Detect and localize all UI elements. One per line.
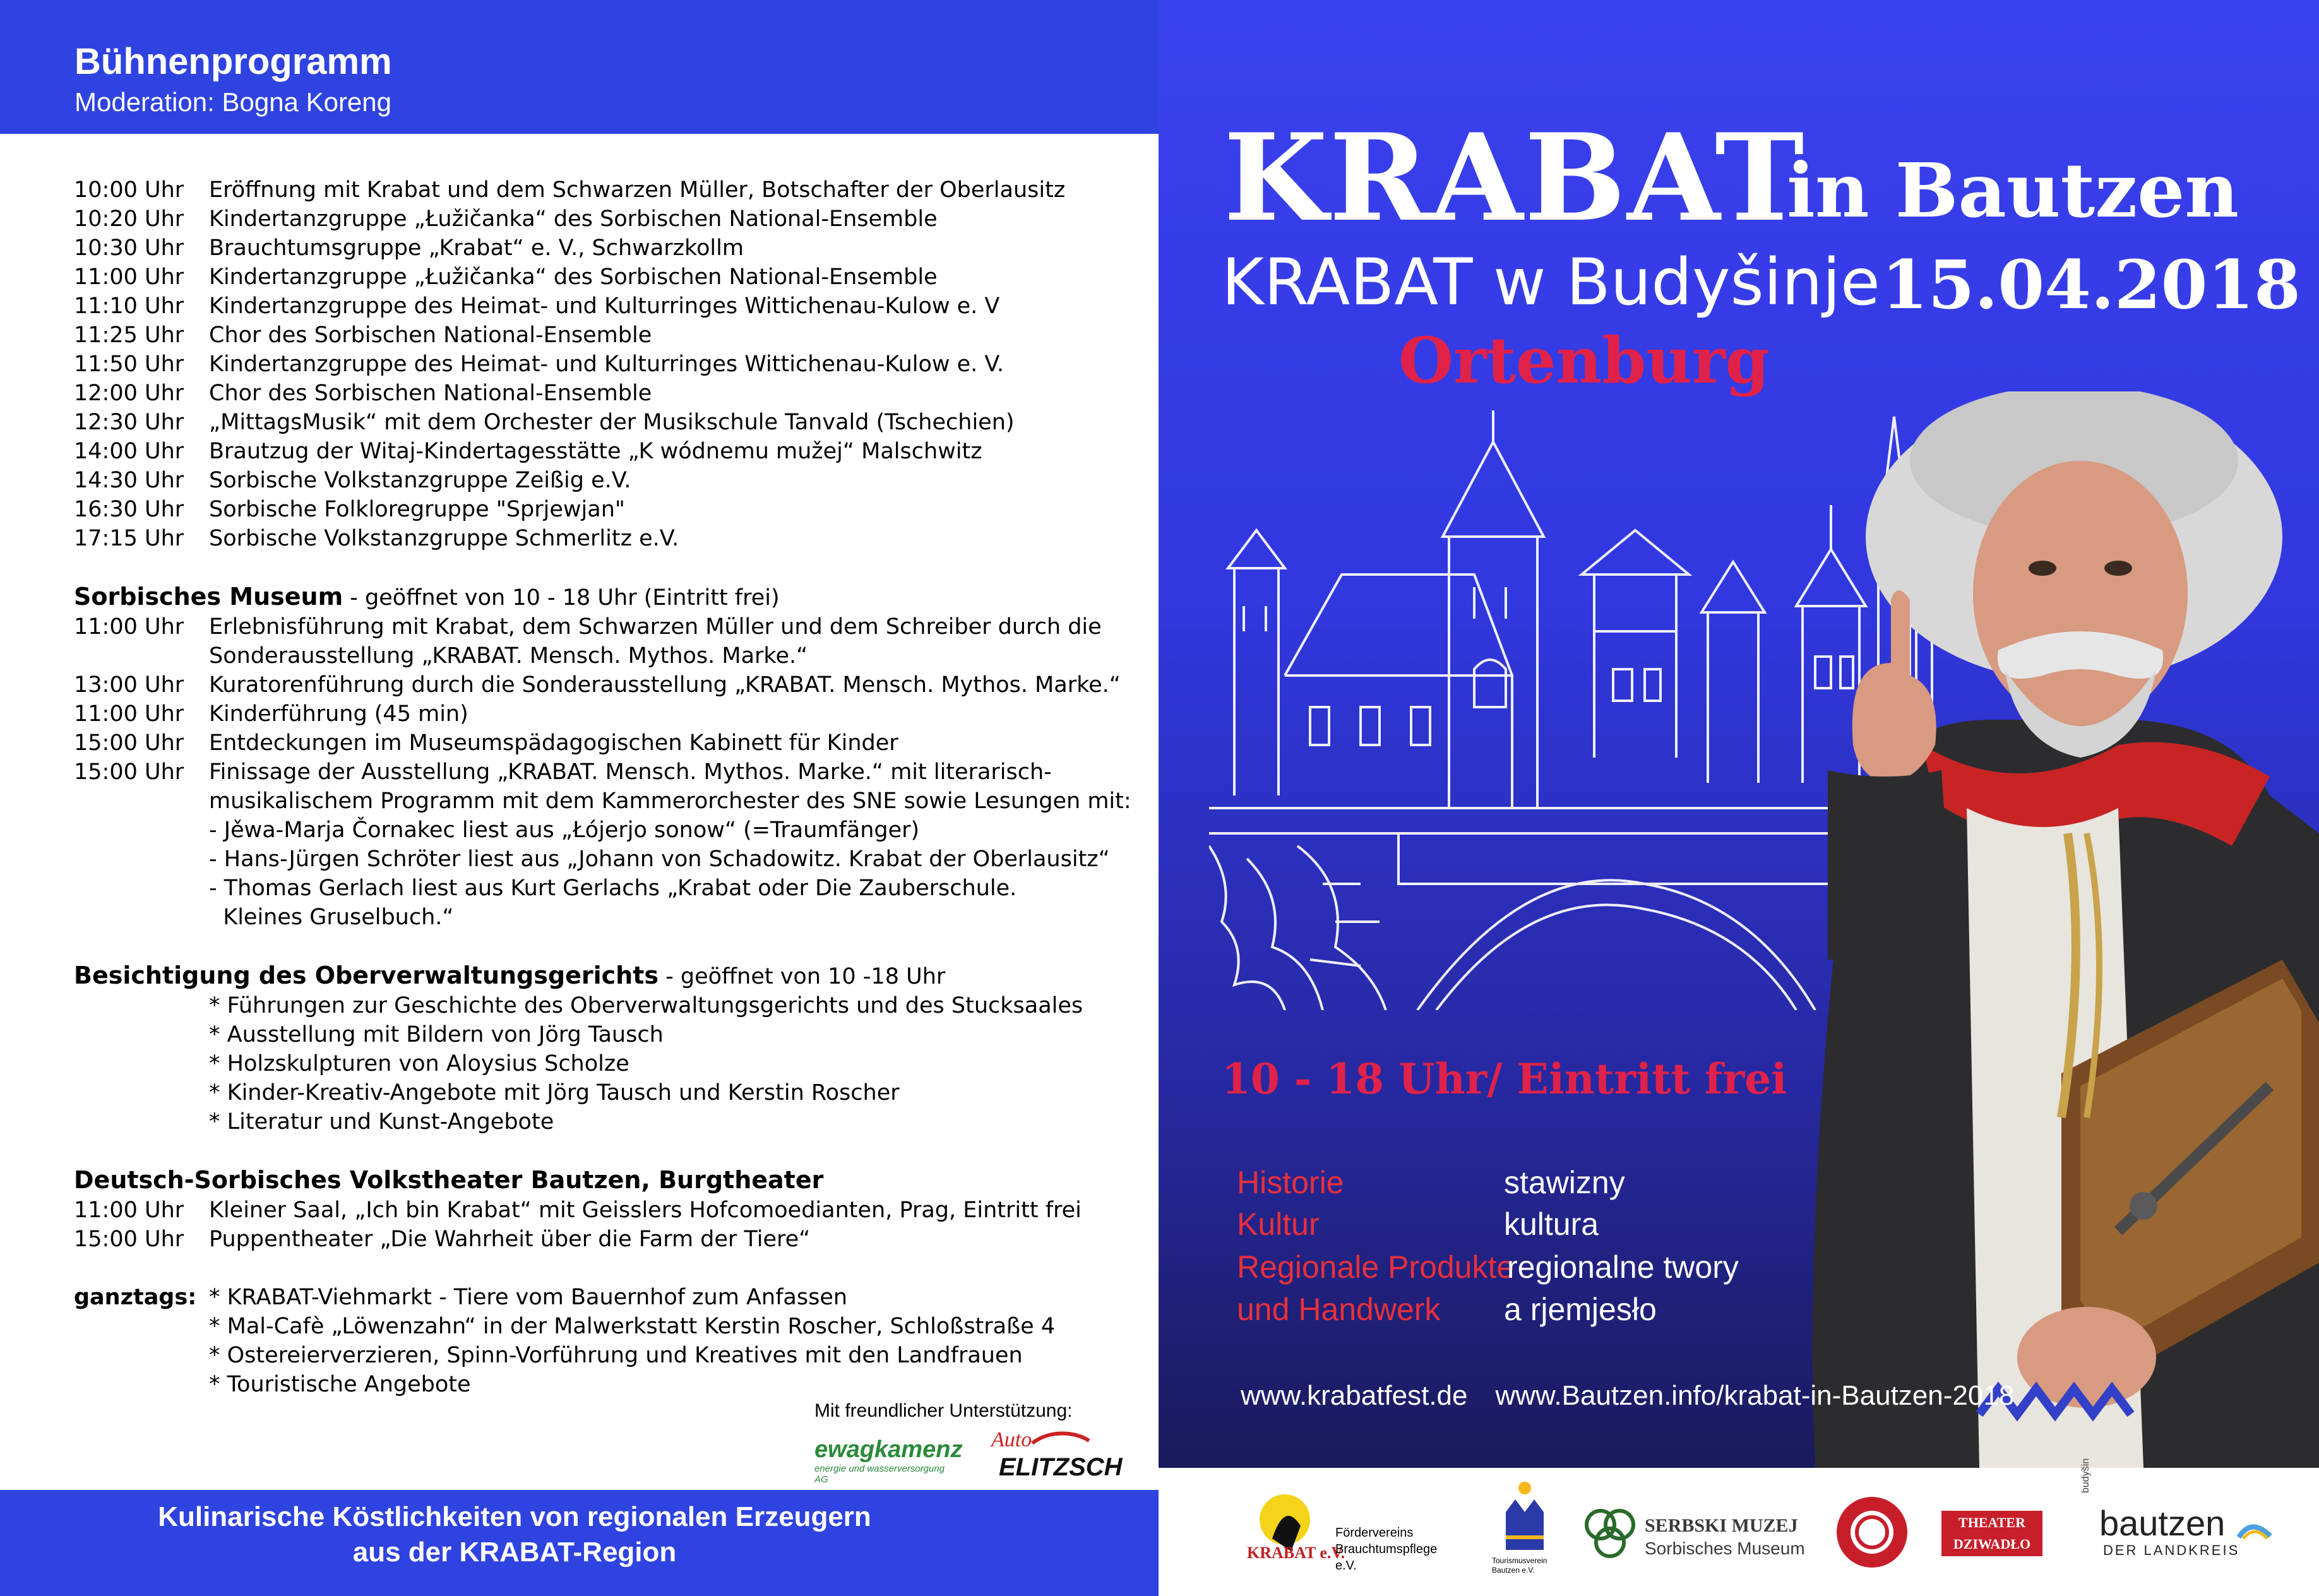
list-item: * Holzskulpturen von Aloysius Scholze xyxy=(209,1051,629,1076)
krabat-ev-logo: KRABAT e.V. Fördervereins Brauchtumspflege e.V. xyxy=(1247,1468,1449,1596)
list-item: * Literatur und Kunst-Angebote xyxy=(209,1109,554,1134)
schedule-row: 11:10 Uhr Kindertanzgruppe des Heimat- und Kulturringes Wittichenau-Kulow e. V xyxy=(74,294,1000,319)
list-item: * Touristische Angebote xyxy=(209,1372,471,1397)
landkreis-bautzen-logo: budyšin bautzen DER LANDKREIS xyxy=(2074,1468,2314,1596)
schedule-row: 11:50 Uhr Kindertanzgruppe des Heimat- und Kulturringes Wittichenau-Kulow e. V. xyxy=(74,352,1004,377)
stage-schedule xyxy=(74,176,1147,553)
url-bautzen-info[interactable]: www.Bautzen.info/krabat-in-Bautzen-2018 xyxy=(1495,1380,2015,1411)
schedule-row: 10:30 Uhr Brauchtumsgruppe „Krabat“ e. V., Schwarzkollm xyxy=(74,235,744,261)
theme-hsb: stawizny xyxy=(1504,1165,1625,1200)
theme-hsb: regionalne twory xyxy=(1507,1249,1739,1285)
seal-icon xyxy=(1834,1494,1910,1570)
theater-heading: Deutsch-Sorbisches Volkstheater Bautzen, Burgtheater xyxy=(74,1166,824,1194)
theme-de: Historie xyxy=(1237,1165,1344,1200)
ewag-logo: ewagkamenz energie und wasserversorgung AG xyxy=(814,1436,963,1485)
list-item: ganztags: * KRABAT-Viehmarkt - Tiere vom Bauernhof zum Anfassen xyxy=(74,1283,1147,1312)
program-title: Bühnenprogramm xyxy=(75,41,392,82)
theme-hsb: a rjemjesło xyxy=(1504,1292,1657,1327)
theater-section xyxy=(74,1165,1147,1254)
poster-title-main: KRABAT xyxy=(1224,107,1806,248)
url-krabatfest[interactable]: www.krabatfest.de xyxy=(1241,1380,1468,1411)
schedule-row: 14:30 Uhr Sorbische Volkstanzgruppe Zeißig e.V. xyxy=(74,468,631,493)
bottom-banner-line2: aus der KRABAT-Region xyxy=(352,1537,677,1568)
sponsor-label: Mit freundlicher Unterstützung: xyxy=(814,1400,1073,1421)
national-ensemble-seal xyxy=(1834,1468,1916,1596)
bottom-banner-line1: Kulinarische Köstlichkeiten von regionalen Erzeugern xyxy=(158,1501,871,1532)
program-content xyxy=(74,176,1147,1399)
schedule-row-continuation: Sonderausstellung „KRABAT. Mensch. Mythos. Marke.“ xyxy=(209,643,808,669)
krabat-figure-illustration xyxy=(1790,391,2319,1468)
poster-date: 15.04.2018 xyxy=(1881,245,2301,324)
schedule-row: 17:15 Uhr Sorbische Volkstanzgruppe Schmerlitz e.V. xyxy=(74,526,679,551)
schedule-row: 12:00 Uhr Chor des Sorbischen National-Ensemble xyxy=(74,381,652,406)
theme-de: und Handwerk xyxy=(1237,1292,1441,1327)
schedule-row: 11:25 Uhr Chor des Sorbischen National-Ensemble xyxy=(74,323,652,348)
elitzsch-logo: Auto ELITZSCH xyxy=(972,1428,1118,1485)
schedule-row-continuation: - Thomas Gerlach liest aus Kurt Gerlachs „Krabat oder Die Zauberschule. xyxy=(209,876,1017,901)
theme-de: Kultur xyxy=(1237,1206,1320,1242)
tower-emblem-icon xyxy=(1493,1480,1556,1556)
schedule-row: 12:30 Uhr „MittagsMusik“ mit dem Orchester der Musikschule Tanvald (Tschechien) xyxy=(74,410,1015,435)
schedule-row: 15:00 Uhr Puppentheater „Die Wahrheit über die Farm der Tiere“ xyxy=(74,1227,811,1252)
theme-hsb: kultura xyxy=(1504,1206,1599,1242)
list-item: * Ausstellung mit Bildern von Jörg Tausch xyxy=(209,1022,664,1047)
poster-title-rest: in Bautzen xyxy=(1787,146,2239,234)
sorbisches-museum-logo: SERBSKI MUZEJ Sorbisches Museum xyxy=(1582,1468,1821,1596)
list-item: * Mal-Cafè „Löwenzahn“ in der Malwerkstatt Kerstin Roscher, Schloßstraße 4 xyxy=(209,1314,1056,1339)
poster-hours: 10 - 18 Uhr/ Eintritt frei xyxy=(1222,1054,1787,1104)
list-item: * Kinder-Kreativ-Angebote mit Jörg Tausch und Kerstin Roscher xyxy=(209,1080,900,1105)
schedule-row-continuation: Kleines Gruselbuch.“ xyxy=(209,905,454,930)
schedule-row: 11:00 Uhr Kinderführung (45 min) xyxy=(74,701,468,727)
schedule-row: 16:30 Uhr Sorbische Folkloregruppe "Sprjewjan" xyxy=(74,497,626,522)
logo-strip xyxy=(1159,1458,2319,1596)
program-moderation: Moderation: Bogna Koreng xyxy=(75,87,392,117)
allday-section xyxy=(74,1283,1147,1399)
schedule-row: 11:00 Uhr Erlebnisführung mit Krabat, dem Schwarzen Müller und dem Schreiber durch die xyxy=(74,614,1102,640)
schedule-row-continuation: musikalischem Programm mit dem Kammerorchester des SNE sowie Lesungen mit: xyxy=(209,789,1131,814)
poster-location: Ortenburg xyxy=(1398,323,1770,398)
schedule-row-continuation: - Jěwa-Marja Čornakec liest aus „Łójerjo sonow“ (=Traumfänger) xyxy=(209,818,920,843)
tourismusverein-logo: Tourismusverein Bautzen e.V. xyxy=(1487,1468,1563,1596)
schedule-row: 14:00 Uhr Brautzug der Witaj-Kindertagesstätte „K wódnemu mužej“ Malschwitz xyxy=(74,439,982,464)
schedule-row: 15:00 Uhr Finissage der Ausstellung „KRABAT. Mensch. Mythos. Marke.“ mit literarisch- xyxy=(74,759,1052,785)
allday-label: ganztags: xyxy=(74,1285,197,1310)
schedule-row: 15:00 Uhr Entdeckungen im Museumspädagogischen Kabinett für Kinder xyxy=(74,730,898,756)
court-heading: Besichtigung des Oberverwaltungsgerichts - geöffnet von 10 -18 Uhr xyxy=(74,962,946,989)
list-item: * Führungen zur Geschichte des Oberverwaltungsgerichts und des Stucksaales xyxy=(209,993,1083,1018)
schedule-row: 10:20 Uhr Kindertanzgruppe „Łužičanka“ des Sorbischen National-Ensemble xyxy=(74,206,938,232)
schedule-row: 11:00 Uhr Kleiner Saal, „Ich bin Krabat“ mit Geisslers Hofcomoedianten, Prag, Eintritt frei xyxy=(74,1198,1082,1223)
poster-title-sorbian: KRABAT w Budyšinje xyxy=(1222,245,1880,320)
clover-emblem-icon xyxy=(1582,1506,1638,1563)
theme-de: Regionale Produkte xyxy=(1237,1249,1515,1285)
poster-panel xyxy=(1159,0,2319,1468)
museum-heading: Sorbisches Museum - geöffnet von 10 - 18 Uhr (Eintritt frei) xyxy=(74,583,780,610)
court-section xyxy=(74,961,1147,1136)
schedule-row: 10:00 Uhr Eröffnung mit Krabat und dem Schwarzen Müller, Botschafter der Oberlausitz xyxy=(74,177,1066,203)
theater-logo: THEATER DZIWADŁO xyxy=(1941,1468,2055,1596)
schedule-row: 11:00 Uhr Kindertanzgruppe „Łužičanka“ des Sorbischen National-Ensemble xyxy=(74,265,938,290)
poster-urls xyxy=(1241,1380,2014,1412)
list-item: * Ostereierverzieren, Spinn-Vorführung und Kreatives mit den Landfrauen xyxy=(209,1343,1023,1368)
schedule-row: 13:00 Uhr Kuratorenführung durch die Sonderausstellung „KRABAT. Mensch. Mythos. Marke.“ xyxy=(74,672,1121,698)
schedule-row-continuation: - Hans-Jürgen Schröter liest aus „Johann von Schadowitz. Krabat der Oberlausitz“ xyxy=(209,847,1110,872)
program-panel xyxy=(0,0,1159,1596)
arc-swoosh-icon xyxy=(2236,1517,2274,1542)
museum-section xyxy=(74,582,1147,932)
